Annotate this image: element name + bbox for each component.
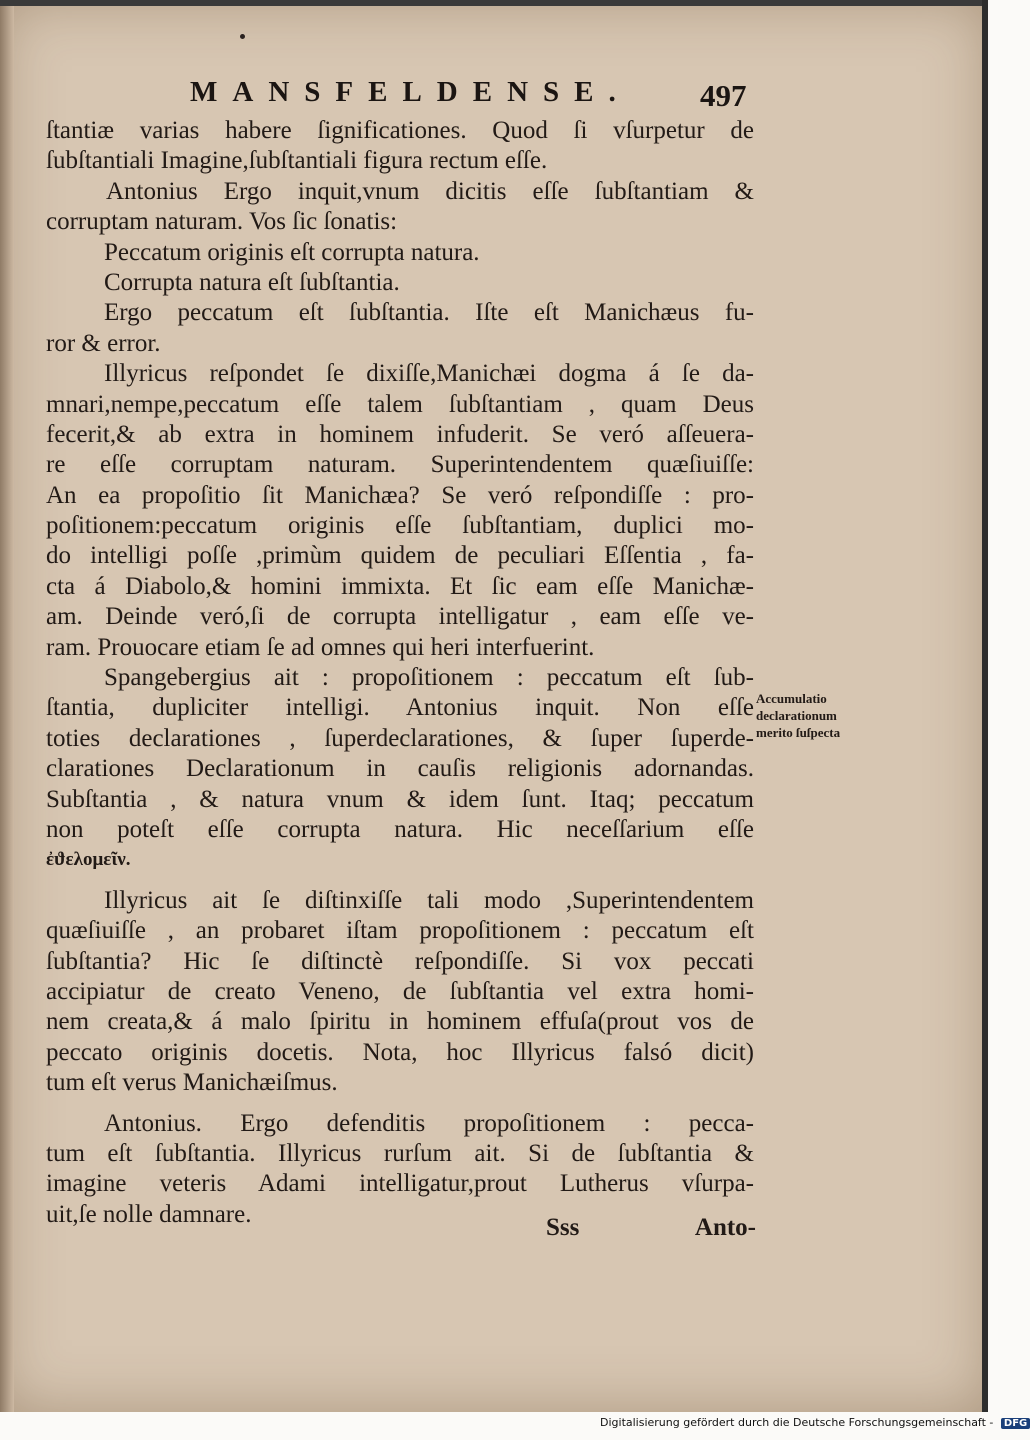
- text-line: ſubſtantiali Imagine,ſubſtantiali figura rectum eſſe.: [46, 147, 548, 175]
- text-line: quæſiuiſſe , an probaret iſtam propoſitionem : peccatum eſt: [46, 917, 754, 945]
- text-line: Subſtantia , & natura vnum & idem ſunt. Itaq; peccatum: [46, 785, 754, 813]
- text-line: Ergo peccatum eſt ſubſtantia. Iſte eſt Manichæus fu-: [104, 299, 754, 327]
- text-line: fecerit,& ab extra in hominem infuderit. Se veró aſſeuera-: [46, 420, 754, 448]
- catchword: Anto-: [694, 1214, 756, 1241]
- digitization-footer: [600, 1416, 1028, 1429]
- margin-note-line: Accumulatio: [756, 691, 827, 706]
- text-line: re eſſe corruptam naturam. Superintendentem quæſiuiſſe:: [46, 451, 754, 479]
- paragraph-gap: [46, 1099, 754, 1109]
- greek-word: ἐϑελομεῖν.: [46, 849, 131, 871]
- page-number: 497: [700, 78, 747, 113]
- text-line: nem creata,& á malo ſpiritu in hominem effuſa(prout vos de: [46, 1008, 754, 1036]
- signature-mark: Sss: [546, 1214, 580, 1241]
- text-line: ſubſtantia? Hic ſe diſtinctè reſpondiſſe. Si vox peccati: [46, 947, 754, 975]
- text-line: ror & error.: [46, 329, 161, 357]
- text-line: Illyricus reſpondet ſe dixiſſe,Manichæi dogma á ſe da-: [104, 360, 754, 388]
- ink-speck: [240, 34, 245, 39]
- text-line: corruptam naturam. Vos ſic ſonatis:: [46, 208, 398, 236]
- text-line: mnari,nempe,peccatum eſſe talem ſubſtantiam , quam Deus: [46, 390, 754, 418]
- text-line: poſitionem:peccatum originis eſſe ſubſtantiam, duplici mo-: [46, 512, 754, 540]
- body-text: [46, 116, 754, 1230]
- text-line: tum eſt verus Manichæiſmus.: [46, 1069, 338, 1097]
- text-line: uit,ſe nolle damnare.: [46, 1200, 252, 1228]
- text-line: toties declarationes , ſuperdeclarationes, & ſuper ſuperde-: [46, 724, 754, 752]
- text-line: Corrupta natura eſt ſubſtantia.: [104, 268, 400, 296]
- text-line: Spangebergius ait : propoſitionem : peccatum eſt ſub-: [104, 664, 754, 692]
- text-line: tum eſt ſubſtantia. Illyricus rurſum ait. Si de ſubſtantia &: [46, 1139, 754, 1167]
- text-line: Antonius Ergo inquit,vnum dicitis eſſe ſubſtantiam &: [106, 177, 754, 205]
- text-line: An ea propoſitio ſit Manichæa? Se veró reſpondiſſe : pro-: [46, 481, 754, 509]
- text-line: Antonius. Ergo defenditis propoſitionem : pecca-: [104, 1109, 754, 1137]
- text-line: imagine veteris Adami intelligatur,prout Lutherus vſurpa-: [46, 1170, 754, 1198]
- paragraph-gap: [46, 876, 754, 886]
- text-line: do intelligi poſſe ,primùm quidem de peculiari Eſſentia , fa-: [46, 542, 754, 570]
- margin-note-line: merito ſuſpecta: [756, 725, 841, 740]
- margin-note: [756, 690, 906, 741]
- text-line: ſtantiæ varias habere ſignificationes. Quod ſi vſurpetur de: [46, 117, 754, 144]
- text-line: clarationes Declarationum in cauſis religionis adornandas.: [46, 755, 754, 783]
- text-line: peccato originis docetis. Nota, hoc Illyricus falsó dicit): [46, 1038, 754, 1066]
- running-head: MANSFELDENSE.: [190, 76, 631, 108]
- text-line: ram. Prouocare etiam ſe ad omnes qui heri interfuerint.: [46, 633, 595, 661]
- text-line: non poteſt eſſe corrupta natura. Hic neceſſarium eſſe: [46, 815, 754, 843]
- text-line: am. Deinde veró,ſi de corrupta intelligatur , eam eſſe ve-: [46, 603, 754, 631]
- text-line: ſtantia, dupliciter intelligi. Antonius inquit. Non eſſe: [46, 694, 754, 722]
- footer-credit: Digitalisierung gefördert durch die Deutsche Forschungsgemeinschaft -: [600, 1416, 994, 1429]
- text-line: Peccatum originis eſt corrupta natura.: [104, 238, 480, 266]
- text-line: accipiatur de creato Veneno, de ſubſtantia vel extra homi-: [46, 977, 754, 1005]
- text-line: cta á Diabolo,& homini immixta. Et ſic eam eſſe Manichæ-: [46, 572, 754, 600]
- text-line: Illyricus ait ſe diſtinxiſſe tali modo ,Superintendentem: [104, 886, 754, 914]
- margin-note-line: declarationum: [756, 708, 837, 723]
- page-top-edge: [0, 0, 988, 6]
- dfg-logo: DFG: [1001, 1418, 1030, 1429]
